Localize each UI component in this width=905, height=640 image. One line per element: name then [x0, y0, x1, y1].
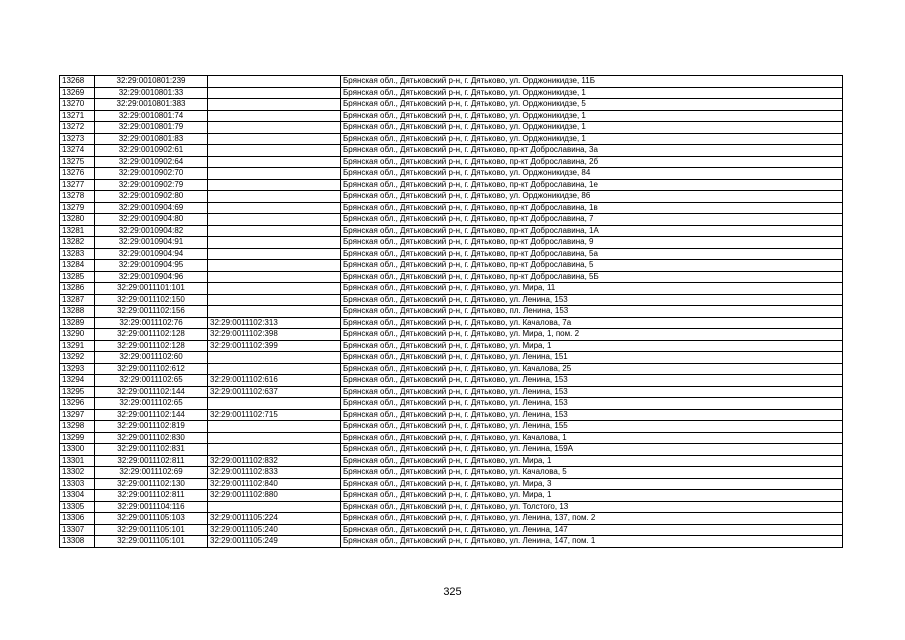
address-cell: Брянская обл., Дятьковский р-н, г. Дятьково, пр-кт Доброславина, 5Б [341, 271, 843, 283]
table-row [60, 248, 843, 260]
address-cell: Брянская обл., Дятьковский р-н, г. Дятьково, ул. Ленина, 147 [341, 524, 843, 536]
row-number-cell: 13279 [60, 202, 95, 214]
address-cell: Брянская обл., Дятьковский р-н, г. Дятьково, ул. Мира, 1, пом. 2 [341, 329, 843, 341]
row-number-cell: 13302 [60, 467, 95, 479]
row-number-cell: 13295 [60, 386, 95, 398]
parent-cadastral-cell: 32:29:0011102:833 [208, 467, 341, 479]
row-number-cell: 13281 [60, 225, 95, 237]
row-number-cell: 13292 [60, 352, 95, 364]
address-cell: Брянская обл., Дятьковский р-н, г. Дятьково, пр-кт Доброславина, 1в [341, 202, 843, 214]
table-row [60, 260, 843, 272]
table-row [60, 237, 843, 249]
cadastral-number-cell: 32:29:0010902:61 [95, 145, 208, 157]
cadastral-number-cell: 32:29:0010902:64 [95, 156, 208, 168]
table-row [60, 191, 843, 203]
row-number-cell: 13306 [60, 513, 95, 525]
parent-cadastral-cell [208, 398, 341, 410]
row-number-cell: 13305 [60, 501, 95, 513]
cadastral-number-cell: 32:29:0011105:101 [95, 536, 208, 548]
row-number-cell: 13278 [60, 191, 95, 203]
table-row [60, 156, 843, 168]
address-cell: Брянская обл., Дятьковский р-н, г. Дятьково, пл. Ленина, 153 [341, 306, 843, 318]
row-number-cell: 13300 [60, 444, 95, 456]
table-row [60, 444, 843, 456]
row-number-cell: 13285 [60, 271, 95, 283]
table-row [60, 306, 843, 318]
table-row [60, 421, 843, 433]
cadastral-number-cell: 32:29:0011105:101 [95, 524, 208, 536]
row-number-cell: 13290 [60, 329, 95, 341]
parent-cadastral-cell: 32:29:0011102:637 [208, 386, 341, 398]
table-row [60, 536, 843, 548]
row-number-cell: 13286 [60, 283, 95, 295]
row-number-cell: 13277 [60, 179, 95, 191]
row-number-cell: 13270 [60, 99, 95, 111]
parent-cadastral-cell [208, 191, 341, 203]
parent-cadastral-cell [208, 133, 341, 145]
address-cell: Брянская обл., Дятьковский р-н, г. Дятьково, ул. Ленина, 153 [341, 294, 843, 306]
cadastral-number-cell: 32:29:0011102:156 [95, 306, 208, 318]
row-number-cell: 13276 [60, 168, 95, 180]
parent-cadastral-cell [208, 76, 341, 88]
cadastral-number-cell: 32:29:0010904:82 [95, 225, 208, 237]
parent-cadastral-cell [208, 294, 341, 306]
table-row [60, 225, 843, 237]
cadastral-number-cell: 32:29:0010904:96 [95, 271, 208, 283]
cadastral-number-cell: 32:29:0010904:91 [95, 237, 208, 249]
parent-cadastral-cell [208, 87, 341, 99]
parent-cadastral-cell [208, 145, 341, 157]
cadastral-number-cell: 32:29:0010904:94 [95, 248, 208, 260]
cadastral-number-cell: 32:29:0011102:811 [95, 455, 208, 467]
row-number-cell: 13282 [60, 237, 95, 249]
parent-cadastral-cell [208, 260, 341, 272]
address-cell: Брянская обл., Дятьковский р-н, г. Дятьково, ул. Мира, 1 [341, 455, 843, 467]
table-row [60, 283, 843, 295]
cadastral-number-cell: 32:29:0011102:60 [95, 352, 208, 364]
parent-cadastral-cell: 32:29:0011102:313 [208, 317, 341, 329]
cadastral-number-cell: 32:29:0010902:70 [95, 168, 208, 180]
row-number-cell: 13296 [60, 398, 95, 410]
cadastral-number-cell: 32:29:0010904:80 [95, 214, 208, 226]
table-row [60, 294, 843, 306]
registry-table-body [60, 76, 843, 548]
cadastral-number-cell: 32:29:0011102:150 [95, 294, 208, 306]
parent-cadastral-cell [208, 156, 341, 168]
table-row [60, 110, 843, 122]
cadastral-number-cell: 32:29:0011102:144 [95, 409, 208, 421]
cadastral-number-cell: 32:29:0011102:811 [95, 490, 208, 502]
address-cell: Брянская обл., Дятьковский р-н, г. Дятьково, ул. Ленина, 137, пом. 2 [341, 513, 843, 525]
table-row [60, 409, 843, 421]
row-number-cell: 13289 [60, 317, 95, 329]
row-number-cell: 13288 [60, 306, 95, 318]
address-cell: Брянская обл., Дятьковский р-н, г. Дятьково, ул. Качалова, 7а [341, 317, 843, 329]
address-cell: Брянская обл., Дятьковский р-н, г. Дятьково, ул. Орджоникидзе, 5 [341, 99, 843, 111]
address-cell: Брянская обл., Дятьковский р-н, г. Дятьково, пр-кт Доброславина, 2б [341, 156, 843, 168]
parent-cadastral-cell [208, 363, 341, 375]
parent-cadastral-cell: 32:29:0011102:840 [208, 478, 341, 490]
cadastral-number-cell: 32:29:0011102:76 [95, 317, 208, 329]
table-row [60, 375, 843, 387]
cadastral-number-cell: 32:29:0011102:69 [95, 467, 208, 479]
address-cell: Брянская обл., Дятьковский р-н, г. Дятьково, пр-кт Доброславина, 9 [341, 237, 843, 249]
row-number-cell: 13268 [60, 76, 95, 88]
address-cell: Брянская обл., Дятьковский р-н, г. Дятьково, ул. Мира, 11 [341, 283, 843, 295]
address-cell: Брянская обл., Дятьковский р-н, г. Дятьково, ул. Орджоникидзе, 1 [341, 87, 843, 99]
table-row [60, 76, 843, 88]
cadastral-number-cell: 32:29:0010904:95 [95, 260, 208, 272]
address-cell: Брянская обл., Дятьковский р-н, г. Дятьково, ул. Ленина, 153 [341, 375, 843, 387]
table-row [60, 145, 843, 157]
cadastral-number-cell: 32:29:0010801:383 [95, 99, 208, 111]
row-number-cell: 13297 [60, 409, 95, 421]
table-row [60, 513, 843, 525]
cadastral-number-cell: 32:29:0010902:79 [95, 179, 208, 191]
row-number-cell: 13304 [60, 490, 95, 502]
table-row [60, 432, 843, 444]
parent-cadastral-cell [208, 168, 341, 180]
row-number-cell: 13284 [60, 260, 95, 272]
address-cell: Брянская обл., Дятьковский р-н, г. Дятьково, ул. Ленина, 159А [341, 444, 843, 456]
parent-cadastral-cell [208, 214, 341, 226]
table-row [60, 87, 843, 99]
table-row [60, 501, 843, 513]
parent-cadastral-cell [208, 122, 341, 134]
row-number-cell: 13272 [60, 122, 95, 134]
cadastral-number-cell: 32:29:0011102:612 [95, 363, 208, 375]
cadastral-number-cell: 32:29:0011102:65 [95, 398, 208, 410]
row-number-cell: 13274 [60, 145, 95, 157]
address-cell: Брянская обл., Дятьковский р-н, г. Дятьково, ул. Мира, 1 [341, 340, 843, 352]
address-cell: Брянская обл., Дятьковский р-н, г. Дятьково, ул. Толстого, 13 [341, 501, 843, 513]
table-row [60, 122, 843, 134]
address-cell: Брянская обл., Дятьковский р-н, г. Дятьково, пр-кт Доброславина, 5 [341, 260, 843, 272]
parent-cadastral-cell: 32:29:0011102:880 [208, 490, 341, 502]
cadastral-number-cell: 32:29:0010801:83 [95, 133, 208, 145]
address-cell: Брянская обл., Дятьковский р-н, г. Дятьково, пр-кт Доброславина, 1А [341, 225, 843, 237]
table-row [60, 271, 843, 283]
parent-cadastral-cell [208, 306, 341, 318]
parent-cadastral-cell: 32:29:0011102:616 [208, 375, 341, 387]
table-row [60, 524, 843, 536]
address-cell: Брянская обл., Дятьковский р-н, г. Дятьково, пр-кт Доброславина, 1е [341, 179, 843, 191]
parent-cadastral-cell [208, 432, 341, 444]
parent-cadastral-cell: 32:29:0011105:249 [208, 536, 341, 548]
table-row [60, 214, 843, 226]
table-row [60, 490, 843, 502]
row-number-cell: 13280 [60, 214, 95, 226]
address-cell: Брянская обл., Дятьковский р-н, г. Дятьково, ул. Ленина, 153 [341, 386, 843, 398]
table-row [60, 133, 843, 145]
address-cell: Брянская обл., Дятьковский р-н, г. Дятьково, ул. Орджоникидзе, 11Б [341, 76, 843, 88]
row-number-cell: 13299 [60, 432, 95, 444]
address-cell: Брянская обл., Дятьковский р-н, г. Дятьково, пр-кт Доброславина, 3а [341, 145, 843, 157]
row-number-cell: 13269 [60, 87, 95, 99]
parent-cadastral-cell: 32:29:0011105:240 [208, 524, 341, 536]
parent-cadastral-cell [208, 283, 341, 295]
address-cell: Брянская обл., Дятьковский р-н, г. Дятьково, ул. Орджоникидзе, 1 [341, 122, 843, 134]
table-row [60, 202, 843, 214]
parent-cadastral-cell [208, 225, 341, 237]
address-cell: Брянская обл., Дятьковский р-н, г. Дятьково, ул. Качалова, 5 [341, 467, 843, 479]
parent-cadastral-cell [208, 421, 341, 433]
table-row [60, 179, 843, 191]
parent-cadastral-cell: 32:29:0011102:832 [208, 455, 341, 467]
row-number-cell: 13301 [60, 455, 95, 467]
table-row [60, 340, 843, 352]
table-row [60, 317, 843, 329]
parent-cadastral-cell [208, 110, 341, 122]
row-number-cell: 13307 [60, 524, 95, 536]
cadastral-number-cell: 32:29:0011102:144 [95, 386, 208, 398]
row-number-cell: 13273 [60, 133, 95, 145]
address-cell: Брянская обл., Дятьковский р-н, г. Дятьково, ул. Орджоникидзе, 86 [341, 191, 843, 203]
address-cell: Брянская обл., Дятьковский р-н, г. Дятьково, пр-кт Доброславина, 7 [341, 214, 843, 226]
row-number-cell: 13308 [60, 536, 95, 548]
parent-cadastral-cell: 32:29:0011102:399 [208, 340, 341, 352]
parent-cadastral-cell [208, 237, 341, 249]
table-row [60, 455, 843, 467]
parent-cadastral-cell [208, 352, 341, 364]
parent-cadastral-cell [208, 99, 341, 111]
table-row [60, 99, 843, 111]
address-cell: Брянская обл., Дятьковский р-н, г. Дятьково, ул. Ленина, 147, пом. 1 [341, 536, 843, 548]
table-row [60, 352, 843, 364]
table-row [60, 467, 843, 479]
table-row [60, 168, 843, 180]
parent-cadastral-cell [208, 202, 341, 214]
cadastral-number-cell: 32:29:0010801:33 [95, 87, 208, 99]
row-number-cell: 13293 [60, 363, 95, 375]
page-number: 325 [443, 586, 462, 598]
table-row [60, 363, 843, 375]
address-cell: Брянская обл., Дятьковский р-н, г. Дятьково, ул. Ленина, 153 [341, 409, 843, 421]
address-cell: Брянская обл., Дятьковский р-н, г. Дятьково, ул. Мира, 3 [341, 478, 843, 490]
parent-cadastral-cell [208, 179, 341, 191]
parent-cadastral-cell: 32:29:0011102:715 [208, 409, 341, 421]
cadastral-number-cell: 32:29:0010801:79 [95, 122, 208, 134]
address-cell: Брянская обл., Дятьковский р-н, г. Дятьково, пр-кт Доброславина, 5а [341, 248, 843, 260]
registry-table [59, 75, 843, 548]
address-cell: Брянская обл., Дятьковский р-н, г. Дятьково, ул. Орджоникидзе, 1 [341, 110, 843, 122]
table-row [60, 478, 843, 490]
parent-cadastral-cell: 32:29:0011105:224 [208, 513, 341, 525]
cadastral-number-cell: 32:29:0011102:128 [95, 329, 208, 341]
address-cell: Брянская обл., Дятьковский р-н, г. Дятьково, ул. Ленина, 151 [341, 352, 843, 364]
row-number-cell: 13271 [60, 110, 95, 122]
row-number-cell: 13294 [60, 375, 95, 387]
row-number-cell: 13291 [60, 340, 95, 352]
address-cell: Брянская обл., Дятьковский р-н, г. Дятьково, ул. Качалова, 1 [341, 432, 843, 444]
cadastral-number-cell: 32:29:0010904:69 [95, 202, 208, 214]
parent-cadastral-cell [208, 444, 341, 456]
cadastral-number-cell: 32:29:0011102:128 [95, 340, 208, 352]
address-cell: Брянская обл., Дятьковский р-н, г. Дятьково, ул. Орджоникидзе, 84 [341, 168, 843, 180]
cadastral-number-cell: 32:29:0010801:74 [95, 110, 208, 122]
cadastral-number-cell: 32:29:0011105:103 [95, 513, 208, 525]
address-cell: Брянская обл., Дятьковский р-н, г. Дятьково, ул. Ленина, 155 [341, 421, 843, 433]
parent-cadastral-cell [208, 248, 341, 260]
row-number-cell: 13287 [60, 294, 95, 306]
row-number-cell: 13283 [60, 248, 95, 260]
address-cell: Брянская обл., Дятьковский р-н, г. Дятьково, ул. Ленина, 153 [341, 398, 843, 410]
table-row [60, 398, 843, 410]
cadastral-number-cell: 32:29:0011102:819 [95, 421, 208, 433]
cadastral-number-cell: 32:29:0011102:830 [95, 432, 208, 444]
address-cell: Брянская обл., Дятьковский р-н, г. Дятьково, ул. Орджоникидзе, 1 [341, 133, 843, 145]
table-row [60, 386, 843, 398]
row-number-cell: 13298 [60, 421, 95, 433]
cadastral-number-cell: 32:29:0011102:831 [95, 444, 208, 456]
address-cell: Брянская обл., Дятьковский р-н, г. Дятьково, ул. Мира, 1 [341, 490, 843, 502]
cadastral-number-cell: 32:29:0011101:101 [95, 283, 208, 295]
address-cell: Брянская обл., Дятьковский р-н, г. Дятьково, ул. Качалова, 25 [341, 363, 843, 375]
cadastral-number-cell: 32:29:0010801:239 [95, 76, 208, 88]
table-row [60, 329, 843, 341]
cadastral-number-cell: 32:29:0010902:80 [95, 191, 208, 203]
parent-cadastral-cell: 32:29:0011102:398 [208, 329, 341, 341]
row-number-cell: 13303 [60, 478, 95, 490]
row-number-cell: 13275 [60, 156, 95, 168]
cadastral-number-cell: 32:29:0011104:116 [95, 501, 208, 513]
parent-cadastral-cell [208, 501, 341, 513]
cadastral-number-cell: 32:29:0011102:65 [95, 375, 208, 387]
cadastral-number-cell: 32:29:0011102:130 [95, 478, 208, 490]
parent-cadastral-cell [208, 271, 341, 283]
